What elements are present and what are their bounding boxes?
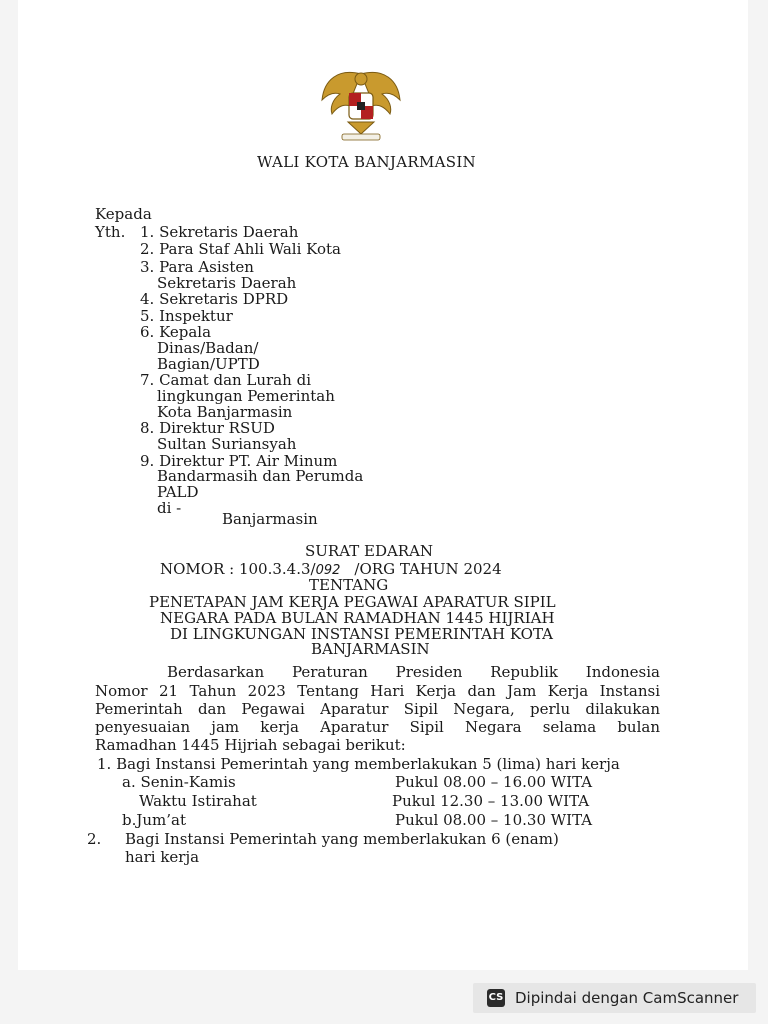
subject-line: NEGARA PADA BULAN RAMADHAN 1445 HIJRIAH [160, 609, 555, 627]
list-item-2-number: 2. [87, 830, 102, 848]
recipient-line: lingkungan Pemerintah [157, 387, 335, 405]
recipient-line: Bandarmasih dan Perumda [157, 467, 364, 485]
letter-type: SURAT EDARAN [305, 542, 434, 560]
schedule-time: Pukul 12.30 – 13.00 WITA [392, 792, 590, 810]
schedule-day: Waktu Istirahat [139, 792, 257, 810]
recipient-line: 8. Direktur RSUD [140, 419, 275, 437]
schedule-time: Pukul 08.00 – 16.00 WITA [395, 773, 593, 791]
recipient-line: 6. Kepala [140, 323, 212, 341]
recipient-line: 7. Camat dan Lurah di [140, 371, 311, 389]
subject-line: PENETAPAN JAM KERJA PEGAWAI APARATUR SIPIL [149, 593, 556, 611]
body-line: Berdasarkan Peraturan Presiden Republik Indonesia [167, 663, 660, 681]
di-label: di - [157, 499, 182, 517]
recipient-line: Sultan Suriansyah [157, 435, 297, 453]
recipient-line: 5. Inspektur [140, 307, 233, 325]
place-label: Banjarmasin [222, 510, 318, 528]
yth-label: Yth. [95, 223, 126, 241]
tentang-label: TENTANG [309, 576, 389, 594]
number-handwritten: 092 [315, 563, 341, 578]
camscanner-watermark [473, 983, 756, 1013]
subject-line: BANJARMASIN [311, 640, 430, 658]
body-line: Ramadhan 1445 Hijriah sebagai berikut: [95, 736, 406, 754]
recipient-line: 9. Direktur PT. Air Minum [140, 452, 338, 470]
kepada-label: Kepada [95, 205, 152, 223]
body-line: Nomor 21 Tahun 2023 Tentang Hari Kerja dan Jam Kerja Instansi [95, 682, 660, 700]
recipient-line: Bagian/UPTD [157, 355, 260, 373]
recipient-line: Sekretaris Daerah [157, 274, 297, 292]
camscanner-icon: CS [487, 989, 505, 1007]
schedule-day: b.Jum’at [122, 811, 187, 829]
list-item-2: Bagi Instansi Pemerintah yang memberlakukan 6 (enam) [125, 830, 559, 848]
body-line: penyesuaian jam kerja Aparatur Sipil Negara selama bulan [95, 718, 660, 736]
recipient-line: Dinas/Badan/ [157, 339, 259, 357]
recipient-line: 1. Sekretaris Daerah [140, 223, 299, 241]
recipient-line: Kota Banjarmasin [157, 403, 293, 421]
subject-line: DI LINGKUNGAN INSTANSI PEMERINTAH KOTA [170, 625, 553, 643]
issuer-title: WALI KOTA BANJARMASIN [257, 153, 476, 171]
garuda-emblem-icon [318, 66, 404, 144]
list-item-2-cont: hari kerja [125, 848, 200, 866]
recipient-line: 2. Para Staf Ahli Wali Kota [140, 240, 341, 258]
schedule-day: a. Senin-Kamis [122, 773, 236, 791]
number-prefix: NOMOR : 100.3.4.3/ [160, 560, 316, 578]
list-item-1: 1. Bagi Instansi Pemerintah yang memberlakukan 5 (lima) hari kerja [97, 755, 620, 773]
number-suffix: /ORG TAHUN 2024 [354, 560, 502, 578]
schedule-time: Pukul 08.00 – 10.30 WITA [395, 811, 593, 829]
recipient-line: 3. Para Asisten [140, 258, 254, 276]
recipient-line: PALD [157, 483, 199, 501]
watermark-label: Dipindai dengan CamScanner [515, 989, 739, 1007]
body-line: Pemerintah dan Pegawai Aparatur Sipil Negara, perlu dilakukan [95, 700, 660, 718]
recipient-line: 4. Sekretaris DPRD [140, 290, 289, 308]
